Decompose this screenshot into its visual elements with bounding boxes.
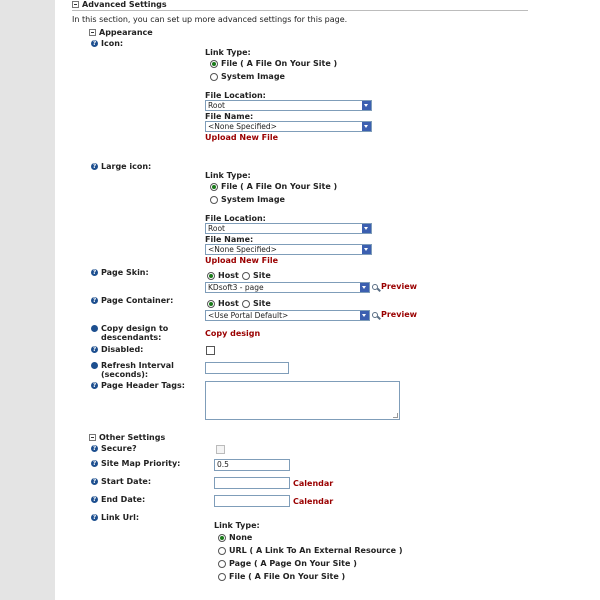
help-icon[interactable]: ?	[92, 163, 97, 170]
link-url-radio-page[interactable]: Page ( A Page On Your Site )	[218, 559, 357, 568]
help-icon[interactable]: ?	[92, 297, 97, 304]
icon-label: ? Icon:	[92, 39, 124, 48]
advanced-intro: In this section, you can set up more advanced settings for this page.	[72, 15, 348, 24]
radio-selected-icon	[210, 60, 218, 68]
chevron-down-icon	[362, 224, 371, 233]
collapse-icon	[89, 29, 96, 36]
icon-file-location-select[interactable]: Root	[205, 100, 372, 111]
radio-empty-icon	[210, 196, 218, 204]
magnifier-icon	[372, 284, 378, 290]
radio-empty-icon	[242, 272, 250, 280]
help-icon[interactable]: ?	[92, 460, 97, 467]
help-icon[interactable]: ?	[92, 269, 97, 276]
page-container-radio-site[interactable]: Site	[242, 299, 271, 308]
large-icon-file-location-label: File Location:	[205, 214, 266, 223]
help-icon[interactable]: ?	[92, 445, 97, 452]
page-container-radio-host[interactable]: Host	[207, 299, 239, 308]
radio-selected-icon	[218, 534, 226, 542]
icon-file-name-select[interactable]: <None Specified>	[205, 121, 372, 132]
end-date-label: ? End Date:	[92, 495, 146, 504]
help-icon[interactable]: ?	[92, 382, 97, 389]
page-skin-select[interactable]: KDsoft3 - page	[205, 282, 370, 293]
advanced-settings-title: Advanced Settings	[82, 0, 167, 9]
link-url-radio-file[interactable]: File ( A File On Your Site )	[218, 572, 345, 581]
help-icon[interactable]: ?	[92, 40, 97, 47]
advanced-settings-header[interactable]	[72, 0, 167, 9]
link-url-radio-none[interactable]: None	[218, 533, 252, 542]
help-icon[interactable]: ?	[91, 325, 98, 332]
icon-radio-system[interactable]: System Image	[210, 72, 285, 81]
chevron-down-icon	[362, 245, 371, 254]
help-icon[interactable]: ?	[92, 514, 97, 521]
radio-empty-icon	[218, 547, 226, 555]
end-date-input[interactable]	[214, 495, 290, 507]
page-skin-preview[interactable]: Preview	[372, 282, 417, 291]
collapse-icon	[72, 1, 79, 8]
disabled-label: ? Disabled:	[92, 345, 144, 354]
link-url-radio-url[interactable]: URL ( A Link To An External Resource )	[218, 546, 402, 555]
icon-link-type-label: Link Type:	[205, 48, 251, 57]
end-date-calendar-link[interactable]: Calendar	[293, 497, 334, 506]
help-icon[interactable]: ?	[91, 362, 98, 369]
large-icon-radio-file[interactable]: File ( A File On Your Site )	[210, 182, 337, 191]
page-skin-radio-host[interactable]: Host	[207, 271, 239, 280]
refresh-interval-label: ? Refresh Interval (seconds):	[87, 361, 174, 379]
radio-selected-icon	[210, 183, 218, 191]
radio-empty-icon	[210, 73, 218, 81]
secure-checkbox	[216, 445, 225, 454]
appearance-title: Appearance	[99, 28, 153, 37]
icon-upload-link[interactable]: Upload New File	[205, 133, 279, 142]
site-map-priority-label: ? Site Map Priority:	[92, 459, 181, 468]
appearance-header[interactable]	[89, 28, 153, 37]
large-icon-radio-system[interactable]: System Image	[210, 195, 285, 204]
site-map-priority-input[interactable]: 0.5	[214, 459, 290, 471]
start-date-input[interactable]	[214, 477, 290, 489]
chevron-down-icon	[360, 311, 369, 320]
large-icon-link-type-label: Link Type:	[205, 171, 251, 180]
copy-design-label: ? Copy design to descendants:	[87, 324, 169, 342]
radio-selected-icon	[207, 300, 215, 308]
page-container-preview[interactable]: Preview	[372, 310, 417, 319]
large-icon-label: ? Large icon:	[92, 162, 152, 171]
section-divider	[72, 10, 528, 11]
magnifier-icon	[372, 312, 378, 318]
collapse-icon	[89, 434, 96, 441]
chevron-down-icon	[360, 283, 369, 292]
icon-file-location-label: File Location:	[205, 91, 266, 100]
radio-empty-icon	[218, 573, 226, 581]
secure-label: ? Secure?	[92, 444, 137, 453]
help-icon[interactable]: ?	[92, 496, 97, 503]
page-header-tags-textarea[interactable]	[205, 381, 400, 420]
disabled-checkbox[interactable]	[206, 346, 215, 355]
radio-empty-icon	[218, 560, 226, 568]
help-icon[interactable]: ?	[92, 478, 97, 485]
chevron-down-icon	[362, 101, 371, 110]
page-skin-radio-site[interactable]: Site	[242, 271, 271, 280]
start-date-label: ? Start Date:	[92, 477, 152, 486]
start-date-calendar-link[interactable]: Calendar	[293, 479, 334, 488]
page-container-label: ? Page Container:	[92, 296, 174, 305]
large-icon-upload-link[interactable]: Upload New File	[205, 256, 279, 265]
chevron-down-icon	[362, 122, 371, 131]
radio-selected-icon	[207, 272, 215, 280]
refresh-interval-input[interactable]	[205, 362, 289, 374]
icon-radio-file[interactable]: File ( A File On Your Site )	[210, 59, 337, 68]
large-icon-file-name-select[interactable]: <None Specified>	[205, 244, 372, 255]
link-url-link-type-label: Link Type:	[214, 521, 260, 530]
help-icon[interactable]: ?	[92, 346, 97, 353]
radio-empty-icon	[242, 300, 250, 308]
icon-file-name-label: File Name:	[205, 112, 254, 121]
other-settings-header[interactable]	[89, 433, 165, 442]
other-settings-title: Other Settings	[99, 433, 166, 442]
page-container-select[interactable]: <Use Portal Default>	[205, 310, 370, 321]
page-skin-label: ? Page Skin:	[92, 268, 149, 277]
large-icon-file-name-label: File Name:	[205, 235, 254, 244]
page-header-tags-label: ? Page Header Tags:	[92, 381, 185, 390]
link-url-label: ? Link Url:	[92, 513, 140, 522]
large-icon-file-location-select[interactable]: Root	[205, 223, 372, 234]
copy-design-link[interactable]: Copy design	[205, 329, 261, 338]
